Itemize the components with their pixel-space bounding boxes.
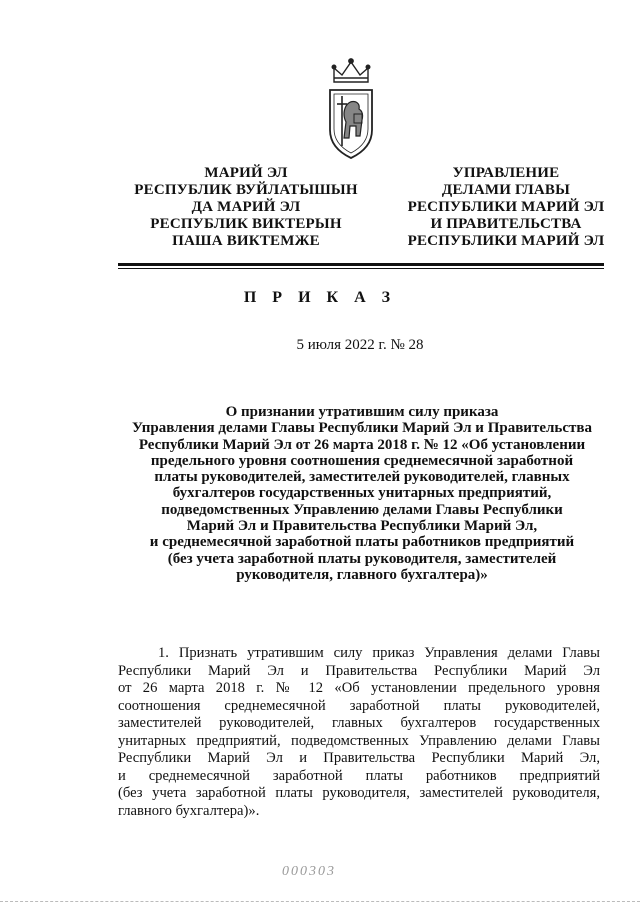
header-left-line: РЕСПУБЛИК ВИКТЕРЫН	[150, 216, 342, 232]
header-left-line: РЕСПУБЛИК ВУЙЛАТЫШЫН	[134, 182, 358, 198]
document-type: П Р И К А З	[243, 289, 397, 306]
body-line: Республики Марий Эл и Правительства Республики Марий Эл,	[118, 750, 600, 766]
title-line: подведомственных Управлению делами Главы Республики	[161, 501, 563, 518]
body-line: и среднемесячной заработной платы работников предприятий	[118, 767, 600, 784]
title-line: бухгалтеров государственных унитарных предприятий,	[172, 485, 552, 502]
header-right-block	[376, 165, 636, 250]
header-right-line: УПРАВЛЕНИЕ	[452, 165, 560, 181]
body-line: соотношения среднемесячной заработной платы руководителей,	[118, 697, 600, 714]
document-title	[112, 404, 612, 583]
header-left-line: МАРИЙ ЭЛ	[204, 165, 288, 181]
body-line: от 26 марта 2018 г. № 12 «Об установлении предельного уровня	[118, 680, 600, 696]
title-line: (без учета заработной платы руководителя, заместителей	[167, 550, 557, 567]
body-line: Республики Марий Эл и Правительства Республики Марий Эл	[118, 662, 600, 679]
title-line: О признании утратившим силу приказа	[225, 404, 499, 420]
body-line: заместителей руководителей, главных бухгалтеров государственных	[118, 715, 600, 731]
header-left-line: ПАША ВИКТЕМЖЕ	[172, 233, 320, 249]
body-paragraph	[118, 645, 600, 820]
document-date-number: 5 июля 2022 г. № 28	[296, 337, 424, 353]
header-divider-thick	[118, 263, 604, 266]
header-left-line: ДА МАРИЙ ЭЛ	[191, 199, 301, 215]
stamp-number: 000303	[282, 864, 336, 879]
title-line: и среднемесячной заработной платы работников предприятий	[149, 534, 575, 551]
header-right-line: РЕСПУБЛИКИ МАРИЙ ЭЛ	[407, 233, 605, 249]
body-line: (без учета заработной платы руководителя, заместителей руководителя,	[118, 785, 600, 801]
header-right-line: И ПРАВИТЕЛЬСТВА	[430, 216, 582, 232]
title-line: руководителя, главного бухгалтера)»	[236, 566, 488, 583]
body-line: главного бухгалтера)».	[118, 802, 260, 819]
body-line: 1. Признать утратившим силу приказ Управления делами Главы	[158, 645, 600, 661]
title-line: предельного уровня соотношения среднемесячной заработной	[150, 452, 574, 469]
header-right-line: РЕСПУБЛИКИ МАРИЙ ЭЛ	[407, 199, 605, 215]
title-line: Управления делами Главы Республики Марий Эл и Правительства	[132, 420, 592, 437]
body-line: унитарных предприятий, подведомственных Управлению делами Главы	[118, 732, 600, 749]
title-line: платы руководителей, заместителей руководителей, главных	[154, 469, 570, 486]
bottom-scan-edge	[0, 901, 640, 902]
header-right-line: ДЕЛАМИ ГЛАВЫ	[441, 182, 571, 198]
coat-of-arms-icon	[316, 56, 386, 162]
title-line: Марий Эл и Правительства Республики Марий Эл,	[186, 518, 538, 535]
header-left-block	[116, 165, 376, 250]
title-line: Республики Марий Эл от 26 марта 2018 г. № 12 «Об установлении	[138, 436, 586, 453]
header-divider-thin	[118, 268, 604, 269]
